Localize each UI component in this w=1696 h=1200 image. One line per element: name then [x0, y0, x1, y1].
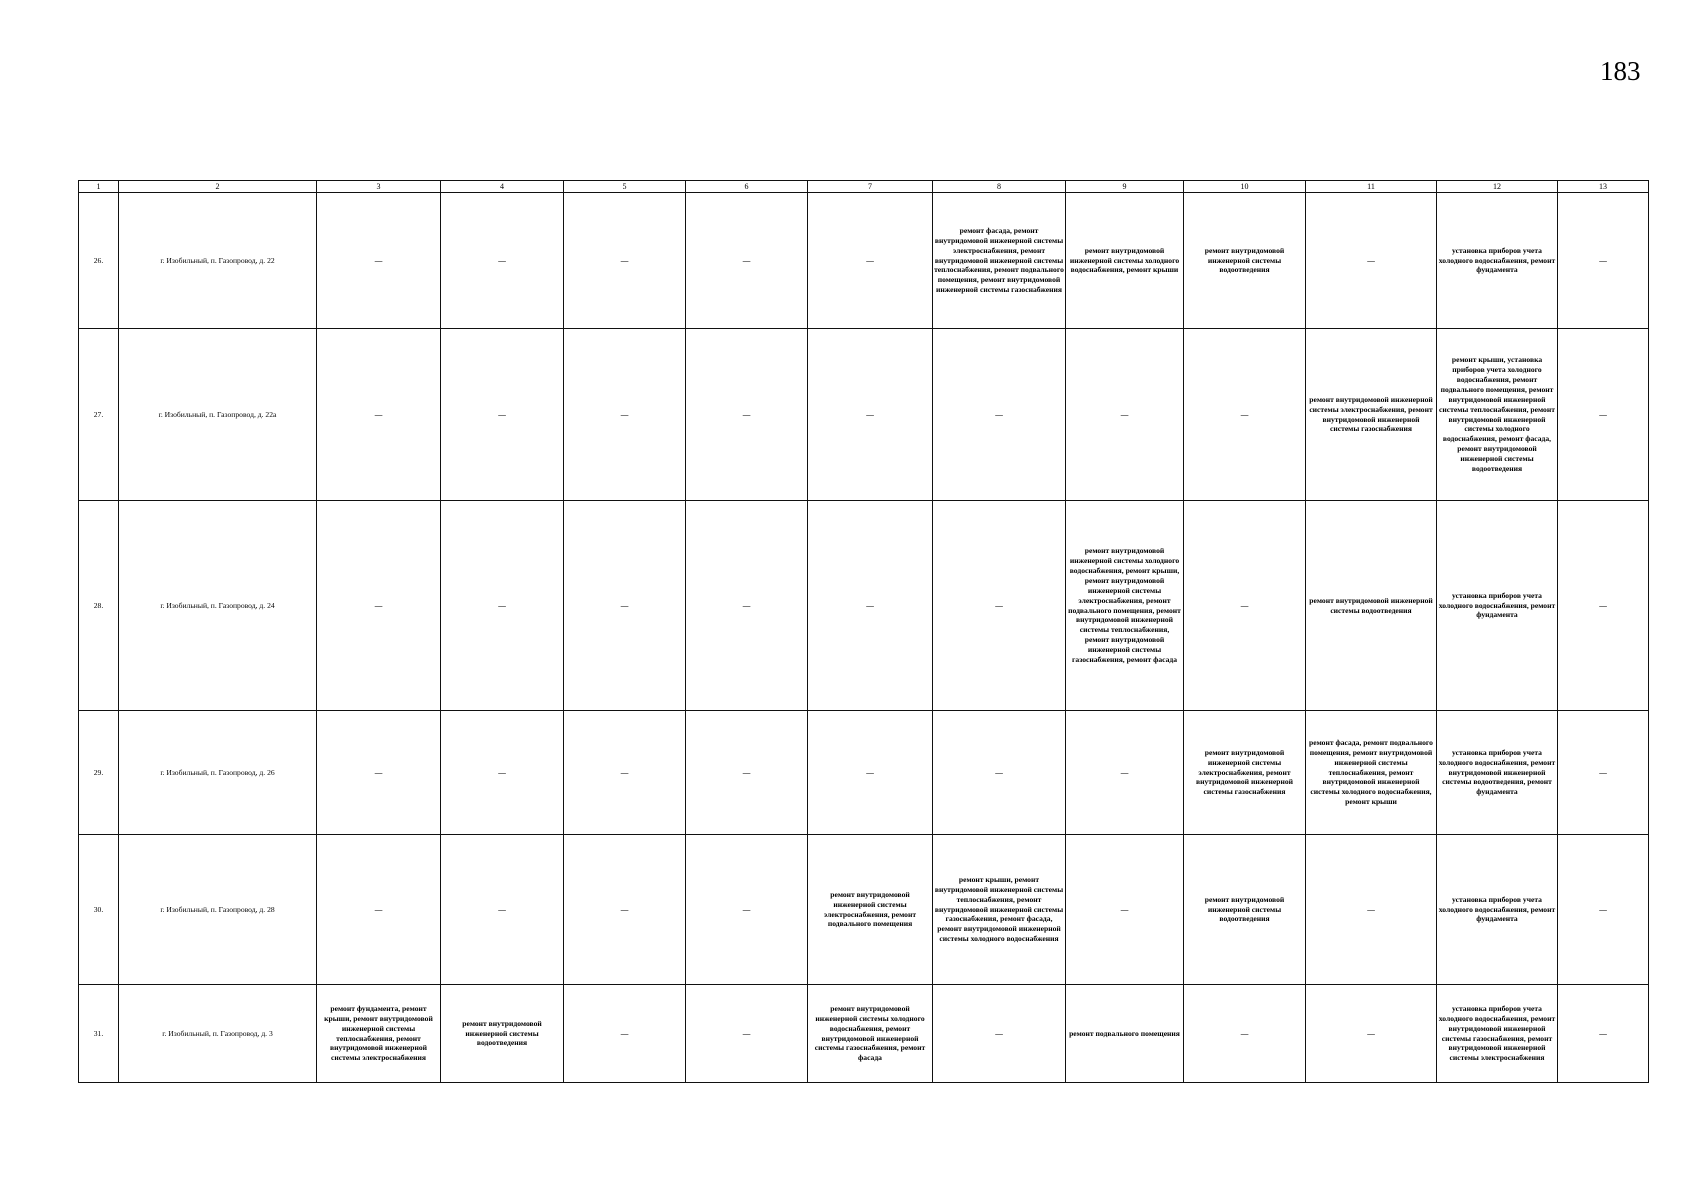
- work-cell: —: [686, 835, 808, 985]
- work-cell: —: [317, 501, 441, 711]
- work-cell: —: [1066, 329, 1184, 501]
- column-header: 10: [1184, 181, 1306, 193]
- row-number: 31.: [79, 985, 119, 1083]
- work-cell: —: [1066, 835, 1184, 985]
- work-cell: ремонт фундамента, ремонт крыши, ремонт внутридомовой инженерной системы теплоснабжения, ремонт внутридомовой инженерной системы электроснабжения: [317, 985, 441, 1083]
- work-cell: —: [317, 329, 441, 501]
- work-cell: —: [808, 329, 933, 501]
- work-cell: —: [317, 835, 441, 985]
- work-cell: —: [933, 329, 1066, 501]
- work-cell: —: [1184, 501, 1306, 711]
- work-cell: —: [1558, 711, 1649, 835]
- work-cell: —: [686, 985, 808, 1083]
- work-cell: —: [564, 835, 686, 985]
- column-header: 3: [317, 181, 441, 193]
- work-cell: установка приборов учета холодного водоснабжения, ремонт фундамента: [1437, 193, 1558, 329]
- table-row: [79, 193, 1649, 329]
- work-cell: —: [686, 501, 808, 711]
- column-header: 7: [808, 181, 933, 193]
- column-header: 11: [1306, 181, 1437, 193]
- column-header: 13: [1558, 181, 1649, 193]
- column-header: 6: [686, 181, 808, 193]
- page-number: 183: [1600, 56, 1641, 86]
- address-cell: г. Изобильный, п. Газопровод, д. 28: [119, 835, 317, 985]
- work-cell: —: [1558, 835, 1649, 985]
- table-row: [79, 985, 1649, 1083]
- work-cell: —: [686, 711, 808, 835]
- work-cell: —: [1558, 501, 1649, 711]
- work-cell: —: [1558, 329, 1649, 501]
- address-cell: г. Изобильный, п. Газопровод, д. 24: [119, 501, 317, 711]
- work-cell: установка приборов учета холодного водоснабжения, ремонт внутридомовой инженерной системы газоснабжения, ремонт внутридомовой инженерной системы электроснабжения: [1437, 985, 1558, 1083]
- work-cell: —: [564, 711, 686, 835]
- work-cell: —: [1306, 835, 1437, 985]
- work-cell: —: [1066, 711, 1184, 835]
- header-row: [79, 181, 1649, 193]
- column-header: 9: [1066, 181, 1184, 193]
- work-cell: —: [564, 501, 686, 711]
- work-cell: —: [1558, 193, 1649, 329]
- work-cell: —: [1558, 985, 1649, 1083]
- table-row: [79, 329, 1649, 501]
- work-cell: ремонт крыши, ремонт внутридомовой инженерной системы теплоснабжения, ремонт внутридомовой инженерной системы газоснабжения, ремонт фасада, ремонт внутридомовой инженерной системы холодного водоснабжения: [933, 835, 1066, 985]
- work-cell: ремонт внутридомовой инженерной системы электроснабжения, ремонт внутридомовой инженерной системы газоснабжения: [1184, 711, 1306, 835]
- column-header: 2: [119, 181, 317, 193]
- address-cell: г. Изобильный, п. Газопровод, д. 26: [119, 711, 317, 835]
- work-cell: —: [1184, 329, 1306, 501]
- work-cell: —: [564, 329, 686, 501]
- work-cell: —: [1306, 193, 1437, 329]
- table-row: [79, 711, 1649, 835]
- work-cell: —: [808, 193, 933, 329]
- work-cell: ремонт внутридомовой инженерной системы холодного водоснабжения, ремонт внутридомовой инженерной системы газоснабжения, ремонт фасада: [808, 985, 933, 1083]
- work-cell: установка приборов учета холодного водоснабжения, ремонт фундамента: [1437, 501, 1558, 711]
- work-cell: —: [317, 711, 441, 835]
- work-cell: ремонт крыши, установка приборов учета холодного водоснабжения, ремонт подвального помещения, ремонт внутридомовой инженерной системы теплоснабжения, ремонт внутридомовой инженерной системы холодного водоснабжения, ремонт фасада, ремонт внутридомовой инженерной системы водоотведения: [1437, 329, 1558, 501]
- work-cell: ремонт внутридомовой инженерной системы водоотведения: [1306, 501, 1437, 711]
- column-header: 12: [1437, 181, 1558, 193]
- work-cell: —: [564, 193, 686, 329]
- address-cell: г. Изобильный, п. Газопровод, д. 22: [119, 193, 317, 329]
- row-number: 28.: [79, 501, 119, 711]
- work-cell: —: [808, 711, 933, 835]
- work-cell: ремонт внутридомовой инженерной системы электроснабжения, ремонт внутридомовой инженерной системы газоснабжения: [1306, 329, 1437, 501]
- column-header: 5: [564, 181, 686, 193]
- work-cell: —: [808, 501, 933, 711]
- address-cell: г. Изобильный, п. Газопровод, д. 22а: [119, 329, 317, 501]
- work-cell: —: [441, 501, 564, 711]
- work-cell: установка приборов учета холодного водоснабжения, ремонт фундамента: [1437, 835, 1558, 985]
- work-cell: ремонт внутридомовой инженерной системы водоотведения: [1184, 193, 1306, 329]
- work-cell: ремонт внутридомовой инженерной системы электроснабжения, ремонт подвального помещения: [808, 835, 933, 985]
- capital-repair-table: [78, 180, 1649, 1083]
- address-cell: г. Изобильный, п. Газопровод, д. 3: [119, 985, 317, 1083]
- table-row: [79, 501, 1649, 711]
- work-cell: —: [933, 501, 1066, 711]
- column-header: 8: [933, 181, 1066, 193]
- work-cell: —: [564, 985, 686, 1083]
- row-number: 27.: [79, 329, 119, 501]
- work-cell: —: [686, 329, 808, 501]
- work-cell: —: [933, 711, 1066, 835]
- work-cell: —: [1306, 985, 1437, 1083]
- work-cell: —: [317, 193, 441, 329]
- work-cell: —: [441, 193, 564, 329]
- work-cell: —: [441, 329, 564, 501]
- work-cell: ремонт фасада, ремонт внутридомовой инженерной системы электроснабжения, ремонт внутридомовой инженерной системы теплоснабжения, ремонт подвального помещения, ремонт внутридомовой инженерной системы газоснабжения: [933, 193, 1066, 329]
- work-cell: ремонт внутридомовой инженерной системы водоотведения: [1184, 835, 1306, 985]
- work-cell: ремонт внутридомовой инженерной системы холодного водоснабжения, ремонт крыши: [1066, 193, 1184, 329]
- column-header: 1: [79, 181, 119, 193]
- work-cell: —: [686, 193, 808, 329]
- work-cell: —: [441, 711, 564, 835]
- work-cell: ремонт подвального помещения: [1066, 985, 1184, 1083]
- work-cell: —: [1184, 985, 1306, 1083]
- column-header: 4: [441, 181, 564, 193]
- work-cell: ремонт фасада, ремонт подвального помещения, ремонт внутридомовой инженерной системы теплоснабжения, ремонт внутридомовой инженерной системы холодного водоснабжения, ремонт крыши: [1306, 711, 1437, 835]
- table-row: [79, 835, 1649, 985]
- work-cell: ремонт внутридомовой инженерной системы водоотведения: [441, 985, 564, 1083]
- row-number: 26.: [79, 193, 119, 329]
- row-number: 30.: [79, 835, 119, 985]
- work-cell: ремонт внутридомовой инженерной системы холодного водоснабжения, ремонт крыши, ремонт внутридомовой инженерной системы электроснабжения, ремонт подвального помещения, ремонт внутридомовой инженерной системы теплоснабжения, ремонт внутридомовой инженерной системы газоснабжения, ремонт фасада: [1066, 501, 1184, 711]
- work-cell: —: [441, 835, 564, 985]
- row-number: 29.: [79, 711, 119, 835]
- work-cell: —: [933, 985, 1066, 1083]
- work-cell: установка приборов учета холодного водоснабжения, ремонт внутридомовой инженерной системы водоотведения, ремонт фундамента: [1437, 711, 1558, 835]
